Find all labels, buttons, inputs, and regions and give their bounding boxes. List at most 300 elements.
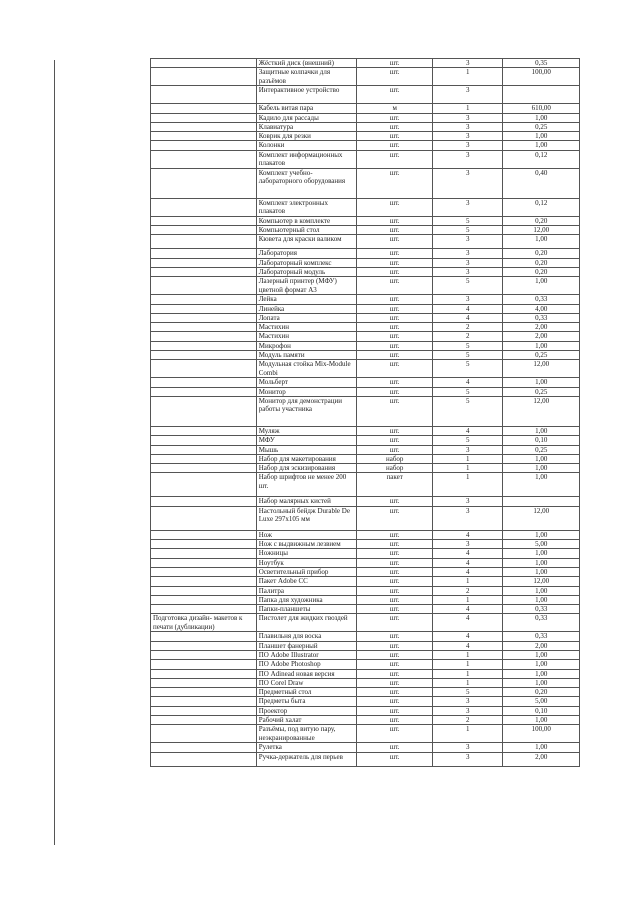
section-cell (151, 387, 257, 396)
unit-cell: шт. (357, 650, 433, 659)
item-name-cell: Лабораторный модуль (256, 267, 357, 276)
quantity-cell: 3 (432, 697, 502, 706)
quantity-cell: 4 (432, 614, 502, 632)
item-name-cell: Колонки (256, 141, 357, 150)
section-cell (151, 150, 257, 168)
item-name-cell: Ноутбук (256, 558, 357, 567)
value-cell: 1,00 (503, 743, 580, 752)
section-cell (151, 445, 257, 454)
item-name-cell: ПО Adinead новая версия (256, 669, 357, 678)
value-cell: 1,00 (503, 113, 580, 122)
quantity-cell: 3 (432, 150, 502, 168)
value-cell: 0,25 (503, 122, 580, 131)
table-row (151, 473, 580, 497)
item-name-cell: Муляж (256, 426, 357, 435)
item-name-cell: Настольный бейдж Durable De Luxe 297x105 мм (256, 506, 357, 530)
item-name-cell: Компьютер в комплекте (256, 216, 357, 225)
table-row (151, 586, 580, 595)
section-cell (151, 304, 257, 313)
value-cell: 1,00 (503, 669, 580, 678)
section-cell (151, 258, 257, 267)
table-row (151, 678, 580, 687)
unit-cell: шт. (357, 277, 433, 295)
quantity-cell: 3 (432, 295, 502, 304)
unit-cell: пакет (357, 473, 433, 497)
table-row (151, 454, 580, 463)
section-cell (151, 141, 257, 150)
quantity-cell: 1 (432, 669, 502, 678)
quantity-cell: 1 (432, 650, 502, 659)
table-row (151, 341, 580, 350)
value-cell: 0,33 (503, 632, 580, 641)
value-cell: 0,20 (503, 216, 580, 225)
table-row (151, 387, 580, 396)
table-row (151, 323, 580, 332)
item-name-cell: Папка для художника (256, 595, 357, 604)
value-cell: 0,25 (503, 445, 580, 454)
quantity-cell: 4 (432, 641, 502, 650)
table-row (151, 650, 580, 659)
quantity-cell: 4 (432, 605, 502, 614)
value-cell: 1,00 (503, 473, 580, 497)
item-name-cell: МФУ (256, 436, 357, 445)
table-row (151, 743, 580, 752)
section-cell (151, 641, 257, 650)
item-name-cell: ПО Adobe Photoshop (256, 660, 357, 669)
value-cell: 1,00 (503, 341, 580, 350)
quantity-cell: 3 (432, 122, 502, 131)
quantity-cell: 2 (432, 716, 502, 725)
table-row (151, 249, 580, 258)
quantity-cell: 5 (432, 351, 502, 360)
value-cell: 0,33 (503, 605, 580, 614)
table-row (151, 558, 580, 567)
item-name-cell: Комплект учебно-лабораторного оборудования (256, 168, 357, 198)
section-cell (151, 669, 257, 678)
value-cell: 2,00 (503, 752, 580, 766)
table-row (151, 304, 580, 313)
section-cell (151, 323, 257, 332)
table-row (151, 567, 580, 576)
table-row (151, 641, 580, 650)
item-name-cell: Лазерный принтер (МФУ) цветной формат А3 (256, 277, 357, 295)
value-cell: 0,33 (503, 295, 580, 304)
table-row (151, 669, 580, 678)
value-cell: 1,00 (503, 277, 580, 295)
table-row (151, 632, 580, 641)
value-cell: 12,00 (503, 396, 580, 426)
value-cell: 5,00 (503, 697, 580, 706)
item-name-cell: Палитра (256, 586, 357, 595)
item-name-cell: Набор для макетирования (256, 454, 357, 463)
quantity-cell: 1 (432, 725, 502, 743)
table-row (151, 68, 580, 86)
section-cell (151, 706, 257, 715)
section-cell (151, 660, 257, 669)
item-name-cell: Жёсткий диск (внешний) (256, 59, 357, 68)
unit-cell: шт. (357, 752, 433, 766)
section-cell (151, 235, 257, 249)
table-row (151, 445, 580, 454)
unit-cell: набор (357, 454, 433, 463)
value-cell: 2,00 (503, 332, 580, 341)
item-name-cell: Предметный стол (256, 688, 357, 697)
table-row (151, 104, 580, 113)
unit-cell: шт. (357, 323, 433, 332)
quantity-cell: 5 (432, 387, 502, 396)
item-name-cell: Кювета для краски валиком (256, 235, 357, 249)
value-cell: 0,25 (503, 351, 580, 360)
item-name-cell: Набор шрифтов не менее 200 шт. (256, 473, 357, 497)
unit-cell: шт. (357, 168, 433, 198)
table-row (151, 660, 580, 669)
section-cell (151, 605, 257, 614)
quantity-cell: 1 (432, 660, 502, 669)
quantity-cell: 1 (432, 464, 502, 473)
quantity-cell: 5 (432, 688, 502, 697)
quantity-cell: 3 (432, 249, 502, 258)
table-row (151, 506, 580, 530)
quantity-cell: 3 (432, 198, 502, 216)
table-row (151, 141, 580, 150)
unit-cell: шт. (357, 697, 433, 706)
table-row (151, 235, 580, 249)
quantity-cell: 3 (432, 743, 502, 752)
section-cell (151, 378, 257, 387)
table-row (151, 226, 580, 235)
value-cell: 1,00 (503, 454, 580, 463)
value-cell: 1,00 (503, 549, 580, 558)
unit-cell: шт. (357, 660, 433, 669)
item-name-cell: Плавильня для воска (256, 632, 357, 641)
section-cell (151, 277, 257, 295)
unit-cell: шт. (357, 605, 433, 614)
unit-cell: шт. (357, 249, 433, 258)
section-cell (151, 540, 257, 549)
quantity-cell: 1 (432, 68, 502, 86)
section-cell (151, 716, 257, 725)
section-cell (151, 249, 257, 258)
section-cell (151, 688, 257, 697)
value-cell: 0,20 (503, 688, 580, 697)
table-row (151, 113, 580, 122)
unit-cell: шт. (357, 595, 433, 604)
value-cell: 1,00 (503, 595, 580, 604)
value-cell: 1,00 (503, 235, 580, 249)
table-row (151, 150, 580, 168)
value-cell: 0,35 (503, 59, 580, 68)
equipment-table (150, 58, 580, 767)
item-name-cell: Проектор (256, 706, 357, 715)
section-cell (151, 549, 257, 558)
item-name-cell: Линейка (256, 304, 357, 313)
section-cell (151, 586, 257, 595)
unit-cell: шт. (357, 506, 433, 530)
value-cell: 0,40 (503, 168, 580, 198)
value-cell: 0,25 (503, 387, 580, 396)
quantity-cell: 3 (432, 752, 502, 766)
page-margin-line (54, 60, 55, 845)
quantity-cell: 1 (432, 678, 502, 687)
item-name-cell: Набор малярных кистей (256, 497, 357, 506)
unit-cell: шт. (357, 267, 433, 276)
item-name-cell: Комплект электронных плакатов (256, 198, 357, 216)
table-row (151, 706, 580, 715)
value-cell: 1,00 (503, 132, 580, 141)
unit-cell: шт. (357, 313, 433, 322)
value-cell: 0,20 (503, 267, 580, 276)
unit-cell: шт. (357, 688, 433, 697)
quantity-cell: 5 (432, 396, 502, 426)
quantity-cell: 3 (432, 132, 502, 141)
unit-cell: шт. (357, 113, 433, 122)
value-cell: 1,00 (503, 586, 580, 595)
unit-cell: шт. (357, 378, 433, 387)
value-cell: 0,20 (503, 258, 580, 267)
section-cell (151, 396, 257, 426)
section-cell (151, 567, 257, 576)
unit-cell: шт. (357, 387, 433, 396)
item-name-cell: Планшет фанерный (256, 641, 357, 650)
value-cell: 1,00 (503, 660, 580, 669)
table-row (151, 595, 580, 604)
unit-cell: шт. (357, 632, 433, 641)
quantity-cell: 4 (432, 313, 502, 322)
section-cell (151, 577, 257, 586)
table-row (151, 540, 580, 549)
quantity-cell: 3 (432, 141, 502, 150)
value-cell: 4,00 (503, 304, 580, 313)
item-name-cell: Ножницы (256, 549, 357, 558)
table-row (151, 436, 580, 445)
quantity-cell: 5 (432, 360, 502, 378)
unit-cell: шт. (357, 497, 433, 506)
value-cell: 1,00 (503, 650, 580, 659)
section-cell (151, 86, 257, 104)
section-cell (151, 743, 257, 752)
unit-cell: шт. (357, 436, 433, 445)
quantity-cell: 1 (432, 595, 502, 604)
unit-cell: шт. (357, 360, 433, 378)
item-name-cell: Рулетка (256, 743, 357, 752)
item-name-cell: ПО Adobe Illustrator (256, 650, 357, 659)
value-cell: 1,00 (503, 558, 580, 567)
quantity-cell: 3 (432, 706, 502, 715)
quantity-cell: 4 (432, 567, 502, 576)
unit-cell: шт. (357, 567, 433, 576)
unit-cell: шт. (357, 641, 433, 650)
value-cell: 12,00 (503, 577, 580, 586)
item-name-cell: Мастихин (256, 332, 357, 341)
item-name-cell: Кабель витая пара (256, 104, 357, 113)
value-cell (503, 497, 580, 506)
item-name-cell: Лопата (256, 313, 357, 322)
item-name-cell: Рабочий халат (256, 716, 357, 725)
table-row (151, 59, 580, 68)
unit-cell: шт. (357, 540, 433, 549)
unit-cell: шт. (357, 258, 433, 267)
value-cell: 1,00 (503, 464, 580, 473)
quantity-cell: 3 (432, 59, 502, 68)
table-row (151, 605, 580, 614)
value-cell: 100,00 (503, 725, 580, 743)
item-name-cell: Пакет Adobe CC (256, 577, 357, 586)
table-row (151, 277, 580, 295)
item-name-cell: Пистолет для жидких гвоздей (256, 614, 357, 632)
section-cell (151, 59, 257, 68)
unit-cell: шт. (357, 669, 433, 678)
quantity-cell: 4 (432, 426, 502, 435)
quantity-cell: 4 (432, 549, 502, 558)
section-cell (151, 113, 257, 122)
item-name-cell: ПО Corel Draw (256, 678, 357, 687)
value-cell: 12,00 (503, 506, 580, 530)
unit-cell: шт. (357, 351, 433, 360)
table-row (151, 198, 580, 216)
value-cell: 2,00 (503, 641, 580, 650)
item-name-cell: Предметы быта (256, 697, 357, 706)
quantity-cell: 3 (432, 86, 502, 104)
unit-cell: шт. (357, 198, 433, 216)
item-name-cell: Мастихин (256, 323, 357, 332)
item-name-cell: Нож с выдвижным лезвием (256, 540, 357, 549)
table-row (151, 295, 580, 304)
unit-cell: шт. (357, 141, 433, 150)
section-cell (151, 198, 257, 216)
value-cell: 100,00 (503, 68, 580, 86)
table-row (151, 688, 580, 697)
unit-cell: шт. (357, 725, 433, 743)
table-row (151, 86, 580, 104)
table-row (151, 313, 580, 322)
section-cell (151, 558, 257, 567)
unit-cell: шт. (357, 304, 433, 313)
value-cell: 5,00 (503, 540, 580, 549)
unit-cell: шт. (357, 678, 433, 687)
table-row (151, 530, 580, 539)
value-cell: 1,00 (503, 678, 580, 687)
item-name-cell: Мольберт (256, 378, 357, 387)
quantity-cell: 4 (432, 558, 502, 567)
section-cell (151, 132, 257, 141)
value-cell: 610,00 (503, 104, 580, 113)
unit-cell: набор (357, 464, 433, 473)
value-cell: 0,10 (503, 436, 580, 445)
section-cell (151, 426, 257, 435)
section-cell (151, 332, 257, 341)
item-name-cell: Папки-планшеты (256, 605, 357, 614)
quantity-cell: 2 (432, 586, 502, 595)
section-cell (151, 595, 257, 604)
quantity-cell: 3 (432, 540, 502, 549)
value-cell: 1,00 (503, 141, 580, 150)
unit-cell: шт. (357, 586, 433, 595)
section-cell: Подготовка дизайн- макетов к печати (дубликации) (151, 614, 257, 632)
unit-cell: шт. (357, 396, 433, 426)
section-cell (151, 351, 257, 360)
section-cell (151, 506, 257, 530)
quantity-cell: 1 (432, 454, 502, 463)
item-name-cell: Лаборатория (256, 249, 357, 258)
table-row (151, 332, 580, 341)
quantity-cell: 2 (432, 323, 502, 332)
section-cell (151, 497, 257, 506)
value-cell: 2,00 (503, 323, 580, 332)
unit-cell: шт. (357, 68, 433, 86)
section-cell (151, 68, 257, 86)
item-name-cell: Набор для эскизирования (256, 464, 357, 473)
item-name-cell: Модуль памяти (256, 351, 357, 360)
item-name-cell: Клавиатура (256, 122, 357, 131)
section-cell (151, 464, 257, 473)
value-cell: 12,00 (503, 226, 580, 235)
unit-cell: шт. (357, 132, 433, 141)
quantity-cell: 4 (432, 632, 502, 641)
table-row (151, 426, 580, 435)
quantity-cell: 3 (432, 235, 502, 249)
item-name-cell: Защитные колпачки для разъёмов (256, 68, 357, 86)
quantity-cell: 1 (432, 104, 502, 113)
item-name-cell: Комплект информационных плакатов (256, 150, 357, 168)
item-name-cell: Монитор (256, 387, 357, 396)
section-cell (151, 360, 257, 378)
section-cell (151, 168, 257, 198)
item-name-cell: Компьютерный стол (256, 226, 357, 235)
table-row (151, 752, 580, 766)
quantity-cell: 5 (432, 436, 502, 445)
table-row (151, 549, 580, 558)
quantity-cell: 1 (432, 577, 502, 586)
unit-cell: шт. (357, 577, 433, 586)
unit-cell: шт. (357, 426, 433, 435)
quantity-cell: 3 (432, 168, 502, 198)
unit-cell: шт. (357, 59, 433, 68)
section-cell (151, 752, 257, 766)
value-cell (503, 86, 580, 104)
unit-cell: шт. (357, 332, 433, 341)
unit-cell: шт. (357, 86, 433, 104)
item-name-cell: Микрофон (256, 341, 357, 350)
quantity-cell: 3 (432, 113, 502, 122)
section-cell (151, 295, 257, 304)
table-row (151, 122, 580, 131)
item-name-cell: Интерактивное устройство (256, 86, 357, 104)
unit-cell: шт. (357, 226, 433, 235)
quantity-cell: 4 (432, 304, 502, 313)
item-name-cell: Лейка (256, 295, 357, 304)
unit-cell: шт. (357, 558, 433, 567)
quantity-cell: 5 (432, 216, 502, 225)
quantity-cell: 5 (432, 226, 502, 235)
item-name-cell: Лабораторный комплекс (256, 258, 357, 267)
quantity-cell: 3 (432, 258, 502, 267)
table-row (151, 216, 580, 225)
section-cell (151, 313, 257, 322)
unit-cell: шт. (357, 150, 433, 168)
unit-cell: шт. (357, 122, 433, 131)
value-cell: 0,12 (503, 198, 580, 216)
item-name-cell: Коврик для резки (256, 132, 357, 141)
unit-cell: шт. (357, 716, 433, 725)
table-row (151, 168, 580, 198)
value-cell: 0,20 (503, 249, 580, 258)
unit-cell: шт. (357, 549, 433, 558)
unit-cell: м (357, 104, 433, 113)
section-cell (151, 650, 257, 659)
unit-cell: шт. (357, 445, 433, 454)
section-cell (151, 725, 257, 743)
item-name-cell: Монитор для демонстрации работы участника (256, 396, 357, 426)
